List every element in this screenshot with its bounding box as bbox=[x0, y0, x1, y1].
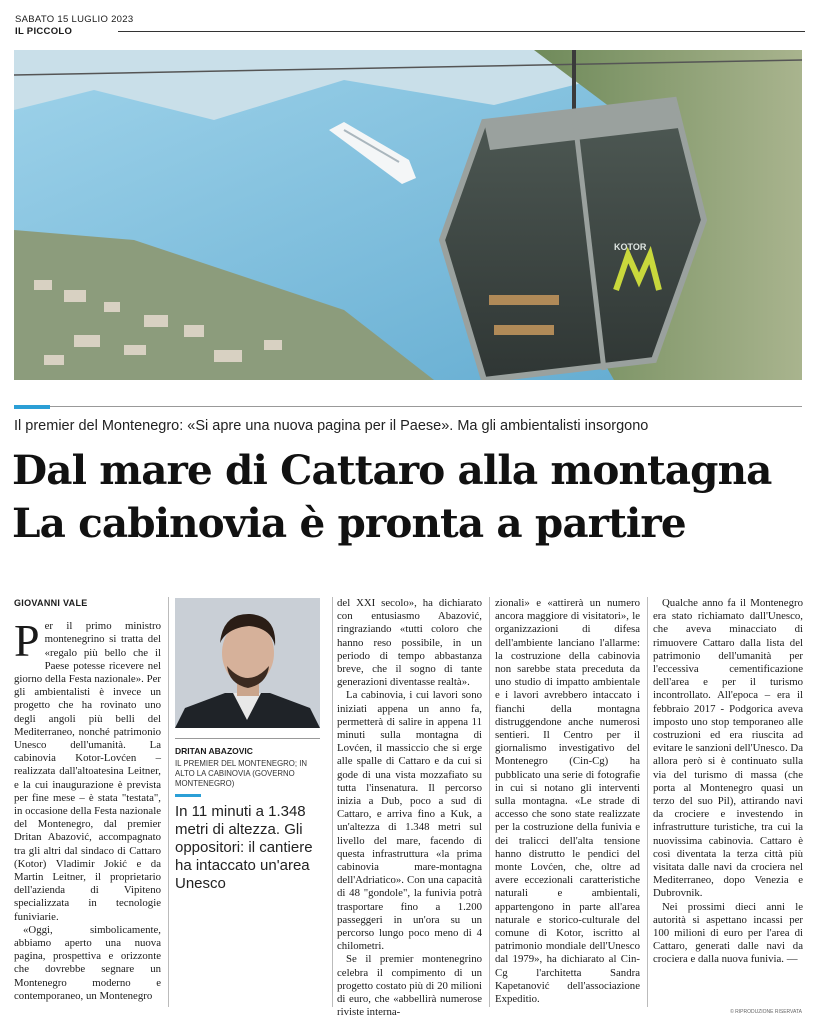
column-divider bbox=[489, 597, 490, 1007]
page-header bbox=[15, 14, 133, 38]
headline bbox=[12, 444, 812, 550]
paragraph: del XXI secolo», ha dichiarato con entusiasmo Abazović, ringraziando «tutti coloro che hanno reso possibile, in un periodo di tempo abbastanza breve, che il sogno di tante generazioni diventasse realtà». bbox=[337, 597, 482, 689]
column-divider bbox=[168, 597, 169, 1007]
caption-rule bbox=[175, 738, 320, 739]
paragraph: Per il primo ministro montenegrino si tratta del «regalo più bello che il Paese potesse ricevere nel giorno della Festa nazionale». Per gli ambientalisti è invece un progetto che ha rovinato uno degli angoli più belli del Mediterraneo, nonché patrimonio Unesco dell'umanità. La cabinovia Kotor-Lovćen – realizzata dall'altoatesina Leitner, e la cui inaugurazione è prevista per fine mese – è stata "testata", in occasione della Festa nazionale del Montenegro, dal premier Dritan Abazović, accompagnato tra gli altri dal sindaco di Cattaro (Kotor) Vladimir Jokić e da Martin Leitner, il proprietario dell'azienda di Vipiteno specializzata in tecnologie funiviarie. bbox=[14, 615, 161, 923]
pullquote-accent bbox=[175, 794, 201, 797]
column-divider bbox=[332, 597, 333, 1007]
paragraph: La cabinovia, i cui lavori sono iniziati appena un anno fa, permetterà di salire in appena 11 minuti sulla montagna di Lovćen, il massiccio che si erge alle spalle di Cattaro e da cui si gode di una vista mozzafiato su tutta l'insenatura. Il percorso inizia a Dub, poco a sud di Cattaro, e arriva fino a Kuk, a un'altezza di 1.348 metri sul livello del mare, facendo di questa infrastruttura «la prima cabinovia mare-montagna dell'Adriatico». Con una capacità di 48 "gondole", la funivia potrà trasportare fino a 1.200 passeggeri in un'ora su un percorso lungo poco meno di 4 chilometri. bbox=[337, 689, 482, 953]
article-column-1 bbox=[14, 597, 161, 1003]
article-column-4 bbox=[495, 597, 640, 1006]
caption-name: DRITAN ABAZOVIC bbox=[175, 746, 253, 756]
headline-line-2: La cabinovia è pronta a partire bbox=[12, 499, 686, 547]
paragraph: Qualche anno fa il Montenegro era stato richiamato dall'Unesco, che aveva minacciato di rimuovere Cattaro dalla lista del patrimonio dell'umanità per l'eccessiva cementificazione dell'area e per il turismo incontrollato. All'epoca – era il febbraio 2017 - Podgorica aveva imposto uno stop temporaneo alle costruzioni ed era riuscita ad evitare le sanzioni dell'Unesco. Da allora però si è continuato sulla via del turismo di massa (che porta al Montenegro quasi un terzo del suo Pil), attirando navi da crociere e investendo in infrastrutture turistiche, tra cui la nuovissima cabinovia. Cattaro è così diventata la terza città più visitata dalle navi da crociera nel Mediterraneo, dopo Venezia e Dubrovnik. bbox=[653, 597, 803, 900]
kicker: Il premier del Montenegro: «Si apre una nuova pagina per il Paese». Ma gli ambientalisti insorgono bbox=[14, 418, 649, 434]
paragraph: «Oggi, simbolicamente, abbiamo aperto una nuova pagina, prospettiva e orizzonte che dovrebbe segnare un Montenegro moderno e contemporaneo, un Montenegro bbox=[14, 923, 161, 1002]
cable-car-photo bbox=[14, 50, 802, 380]
paragraph: Nei prossimi dieci anni le autorità si aspettano incassi per 100 milioni di euro per l'area di Cattaro, generati dalle navi da crociera e dalla nuova funivia. — bbox=[653, 900, 803, 966]
article-column-3 bbox=[337, 597, 482, 1020]
paragraph: zionali» e «attirerà un numero ancora maggiore di visitatori», le organizzazioni di difesa dell'ambiente lanciano l'allarme: la costruzione della cabinovia non sarebbe stata preceduta da uno studio di impatto ambientale e i lavori avrebbero intaccato i fianchi della montagna distruggendone anche numerosi sentieri. Il Centro per il giornalismo investigativo del Montenegro (Cin-Cg) ha pubblicato una serie di fotografie in cui si notano gli interventi sulla montagna. «Le strade di accesso che sono state realizzate per la costruzione della funivia e dei tralicci dell'alta tensione hanno distrutto le pendici del monte Lovćen, che, oltre ad avere eccezionali caratteristiche naturali e ambientali, appartengono in parte all'area naturale e storico-culturale del comune di Kotor, iscritto al patrimonio mondiale dell'Unesco dal 1979», ha dichiarato al Cin-Cg l'architetta Sandra Kapetanović dell'associazione Expeditio. bbox=[495, 597, 640, 1006]
cabin-gondola bbox=[442, 100, 704, 380]
cabin-brand: KOTOR bbox=[614, 242, 647, 252]
kicker-rule bbox=[14, 406, 802, 407]
issue-date: SABATO 15 LUGLIO 2023 bbox=[15, 14, 134, 25]
column-divider bbox=[647, 597, 648, 1007]
pullquote: In 11 minuti a 1.348 metri di altezza. Gli oppositori: il cantiere ha intaccato un'area Unesco bbox=[175, 803, 313, 892]
header-rule bbox=[118, 31, 805, 32]
copyright-note: © RIPRODUZIONE RISERVATA bbox=[730, 1009, 802, 1015]
dropcap: P bbox=[14, 615, 40, 667]
publication-name: IL PICCOLO bbox=[15, 26, 73, 37]
paragraph: Se il premier montenegrino celebra il compimento di un progetto costato più di 20 milioni di euro, che «abbellirà numerose riviste interna- bbox=[337, 953, 482, 1019]
byline: GIOVANNI VALE bbox=[14, 598, 88, 608]
article-column-5 bbox=[653, 597, 803, 967]
caption-text: IL PREMIER DEL MONTENEGRO; IN ALTO LA CABINOVIA (GOVERNO MONTENEGRO) bbox=[175, 759, 307, 788]
kicker-accent bbox=[14, 405, 50, 409]
portrait-photo bbox=[175, 598, 320, 728]
headline-line-1: Dal mare di Cattaro alla montagna bbox=[12, 446, 772, 494]
